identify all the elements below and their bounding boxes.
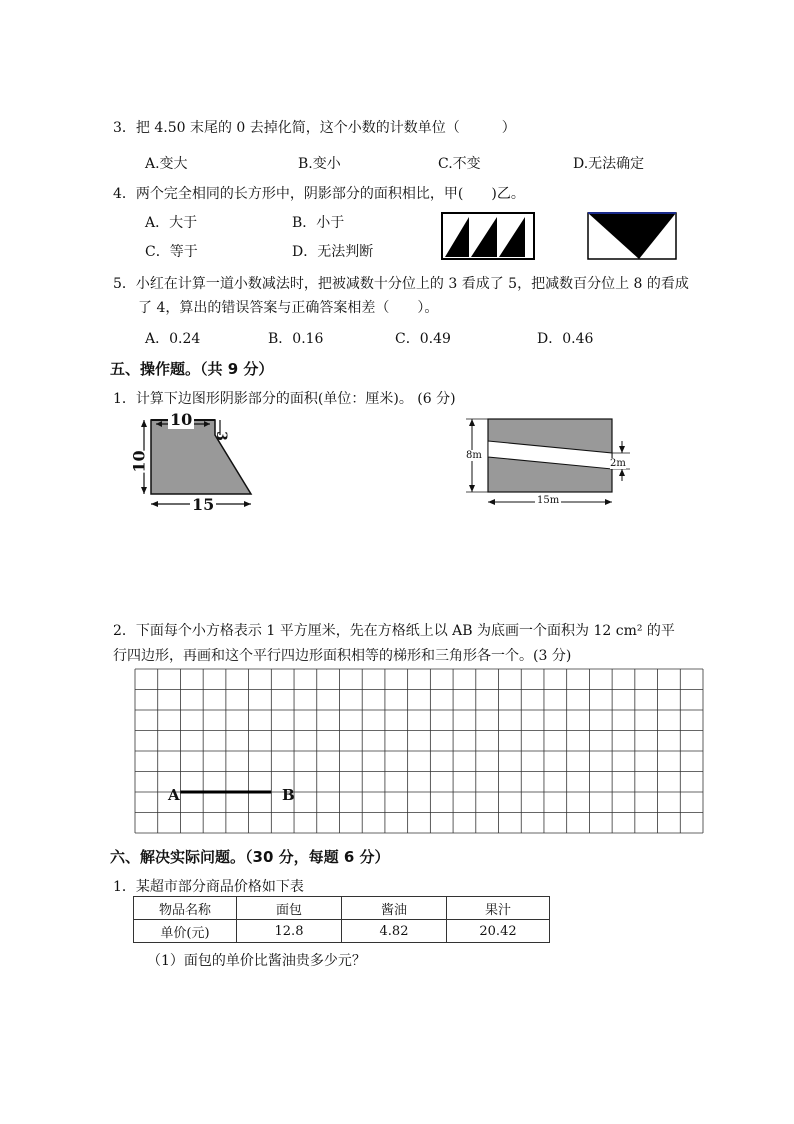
point-a-label: A [168,786,180,804]
strip-width-label: 15m [537,495,560,506]
table-cell: 单价(元) [134,920,237,943]
question-5-line-2: 了 4，算出的错误答案与正确答案相差（ ）。 [138,300,439,316]
rectangle-jia-figure [441,212,535,260]
table-header-cell: 酱油 [342,897,447,920]
section-5-title: 五、操作题。（共 9 分） [110,360,274,378]
section-6-question-1: 1．某超市部分商品价格如下表 [113,879,304,895]
q4-option-d: D．无法判断 [292,244,374,260]
q3-option-b: B.变小 [298,156,341,172]
rectangle-yi-figure [587,212,677,260]
q4-option-a: A．大于 [145,215,198,231]
q5-option-a: A．0.24 [145,331,201,347]
strip-height-label: 8m [466,450,482,461]
trapezoid-right-label: 3 [212,431,229,441]
q4-option-c: C．等于 [145,244,198,260]
trapezoid-bottom-label: 15 [192,495,215,514]
strip-gap-label: 2m [610,458,626,469]
q3-option-a: A.变大 [145,156,188,172]
q5-option-c: C．0.49 [395,331,451,347]
point-b-label: B [282,786,295,804]
table-header-cell: 面包 [237,897,342,920]
table-cell: 4.82 [342,920,447,943]
section-6-sub-question-1: （1）面包的单价比酱油贵多少元？ [147,953,366,969]
question-3: 3．把 4.50 末尾的 0 去掉化简，这个小数的计数单位（ ） [113,120,516,136]
section-6-title: 六、解决实际问题。（30 分，每题 6 分） [110,848,390,866]
trapezoid-top-label: 10 [170,410,193,429]
question-5-line-1: 5．小红在计算一道小数减法时，把被减数十分位上的 3 看成了 5，把减数百分位上 8 的看成 [113,276,689,292]
table-header-cell: 物品名称 [134,897,237,920]
section-5-question-1: 1．计算下边图形阴影部分的面积(单位：厘米)。 (6 分) [113,391,456,407]
q5-option-d: D．0.46 [537,331,594,347]
q3-option-c: C.不变 [438,156,481,172]
q5-option-b: B．0.16 [268,331,324,347]
price-table [133,896,550,943]
table-header-cell: 果汁 [447,897,550,920]
q4-option-b: B．小于 [292,215,345,231]
section-5-question-2-line-2: 行四边形，再画和这个平行四边形面积相等的梯形和三角形各一个。(3 分) [113,648,572,664]
question-4: 4．两个完全相同的长方形中，阴影部分的面积相比，甲( )乙。 [113,186,525,202]
table-cell: 12.8 [237,920,342,943]
trapezoid-left-label: 10 [129,450,149,473]
table-row [134,920,550,943]
table-header-row [134,897,550,920]
q3-option-d: D.无法确定 [573,156,645,172]
section-5-question-2-line-1: 2．下面每个小方格表示 1 平方厘米，先在方格纸上以 AB 为底画一个面积为 12 cm² 的平 [113,623,675,639]
table-cell: 20.42 [447,920,550,943]
square-grid[interactable] [134,668,704,834]
